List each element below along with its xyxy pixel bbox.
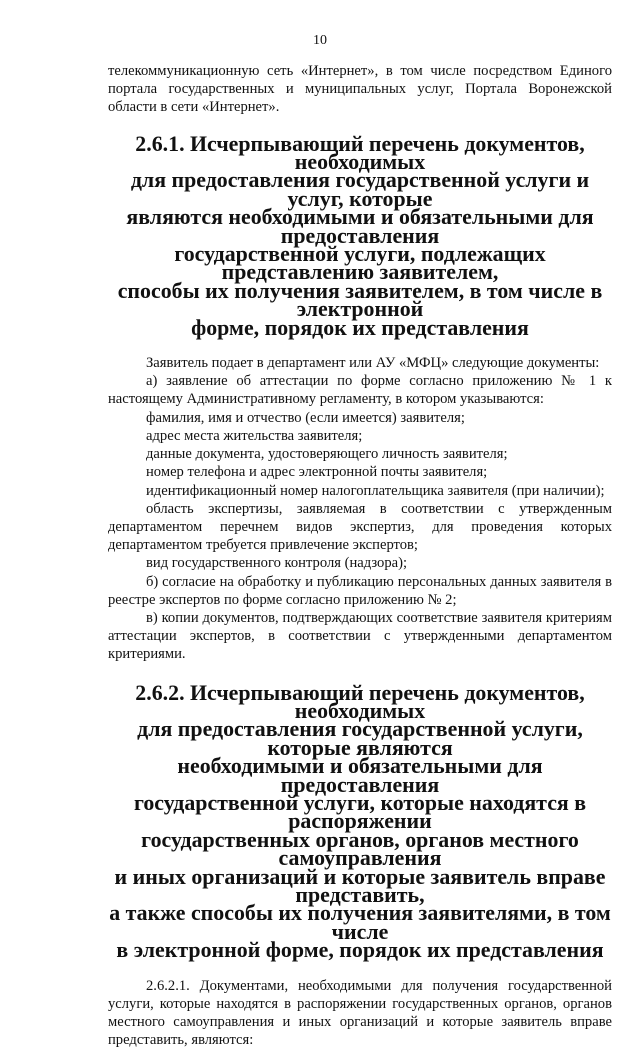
field-tax-number: идентификационный номер налогоплательщика заявителя (при наличии); xyxy=(146,482,605,499)
section-2-6-1-heading xyxy=(108,130,612,340)
item-a-application: а) заявление об аттестации по форме согласно приложению № 1 к настоящему Административному регламенту, в котором указываются: xyxy=(108,373,612,408)
heading-line: для предоставления государственной услуги, которые являются xyxy=(137,716,583,760)
field-full-name: фамилия, имя и отчество (если имеется) заявителя; xyxy=(146,409,465,426)
heading-line: 2.6.2. Исчерпывающий перечень документов, необходимых xyxy=(135,679,585,723)
section-2-6-1-lead: Заявитель подает в департамент или АУ «МФЦ» следующие документы: xyxy=(146,355,600,372)
heading-line: способы их получения заявителем, в том числе в электронной xyxy=(117,277,603,322)
heading-line: а также способы их получения заявителями, в том числе xyxy=(109,900,611,944)
paragraph-2-6-2-1: 2.6.2.1. Документами, необходимыми для получения государственной услуги, которые находятся в распоряжении государственных органов, органов местного самоуправления и иных организаций и которые заявитель вправе представить, являются: xyxy=(108,977,612,1049)
item-v-copies: в) копии документов, подтверждающих соответствие заявителя критериям аттестации экспертов, в соответствии с утвержденными департаментом критериями. xyxy=(108,609,612,663)
intro-paragraph: телекоммуникационную сеть «Интернет», в том числе посредством Единого портала государственных и муниципальных услуг, Портала Воронежской области в сети «Интернет». xyxy=(108,63,612,116)
heading-line: государственной услуги, подлежащих представлению заявителем, xyxy=(174,241,546,285)
heading-line: в электронной форме, порядок их представления xyxy=(116,937,604,963)
page-number: 10 xyxy=(313,33,327,48)
heading-line: являются необходимыми и обязательными для предоставления xyxy=(126,204,594,248)
item-b-consent: б) согласие на обработку и публикацию персональных данных заявителя в реестре экспертов по форме согласно приложению № 2; xyxy=(108,573,612,608)
field-control-type: вид государственного контроля (надзора); xyxy=(146,555,408,572)
field-residence-address: адрес места жительства заявителя; xyxy=(146,427,363,444)
section-2-6-2-heading xyxy=(108,679,612,963)
heading-line: 2.6.1. Исчерпывающий перечень документов, необходимых xyxy=(135,130,585,175)
heading-line: необходимыми и обязательными для предоставления xyxy=(177,753,543,797)
field-identity-document: данные документа, удостоверяющего личность заявителя; xyxy=(146,446,508,463)
heading-line: форме, порядок их представления xyxy=(191,314,529,340)
heading-line: государственной услуги, которые находятся в распоряжении xyxy=(133,789,587,834)
heading-line: и иных организаций и которые заявитель вправе представить, xyxy=(114,863,606,907)
heading-line: для предоставления государственной услуги и услуг, которые xyxy=(130,167,590,211)
heading-line: государственных органов, органов местного самоуправления xyxy=(141,826,579,871)
page-content xyxy=(108,62,612,1049)
field-expertise-area: область экспертизы, заявляемая в соответствии с утвержденным департаментом перечнем видов экспертиз, для проведения которых департаментом требуется привлечение экспертов; xyxy=(108,500,612,554)
field-phone-email: номер телефона и адрес электронной почты заявителя; xyxy=(146,464,488,481)
